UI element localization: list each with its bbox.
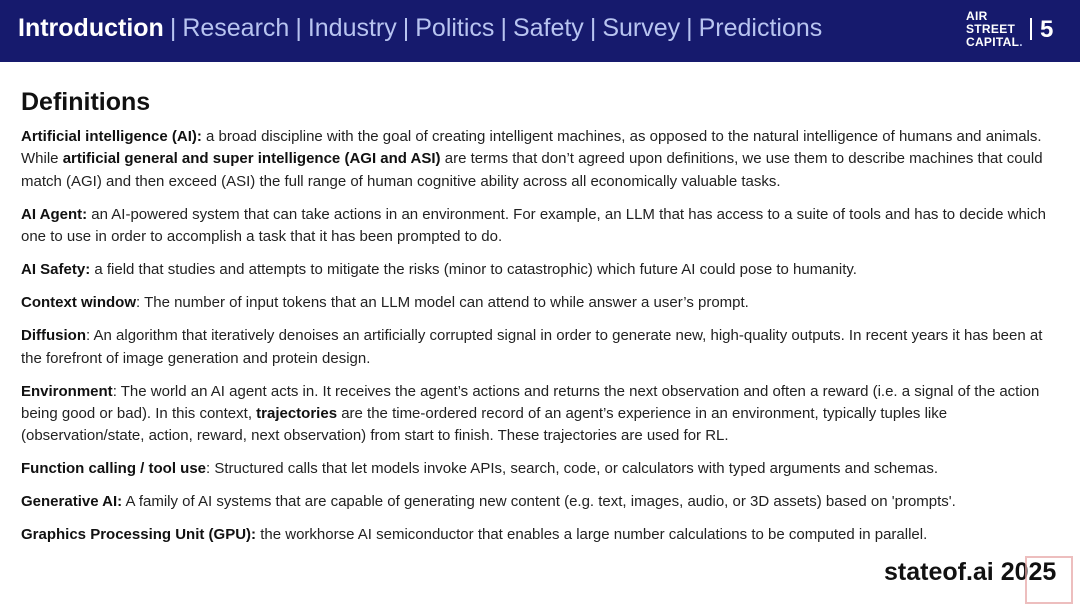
brand-logo bbox=[966, 10, 1023, 49]
nav-separator: | bbox=[589, 14, 597, 42]
brand-line: CAPITAL. bbox=[966, 35, 1023, 49]
definition-text: a broad discipline with the goal of creating intelligent machines, as opposed to the natural intelligence of humans and animals. While bbox=[21, 128, 1042, 168]
definition-text: are terms that don’t agreed upon definitions, we use them to describe machines that could match (AGI) and then exceed (ASI) the full range of human cognitive ability across all economically valuable tasks. bbox=[21, 150, 1043, 190]
definition-item bbox=[21, 381, 1061, 448]
definition-item bbox=[21, 325, 1061, 370]
page-number bbox=[1030, 16, 1053, 44]
nav-separator: | bbox=[686, 14, 693, 42]
definition-text: : The world an AI agent acts in. It receives the agent’s actions and returns the next observation and often a reward (i.e. a signal of the action being good or bad). In this context, bbox=[21, 382, 1040, 423]
nav-item-industry[interactable]: Industry bbox=[307, 14, 397, 42]
definition-item bbox=[21, 491, 1061, 513]
definition-term: Function calling / tool use bbox=[21, 460, 207, 478]
definition-text: an AI-powered system that can take actions in an environment. For example, an LLM that has access to a suite of tools and has to decide which one to use in order to accomplish a task that it has been prompted to do. bbox=[21, 205, 1046, 246]
definition-term: Graphics Processing Unit (GPU): bbox=[21, 526, 257, 544]
nav-item-politics[interactable]: Politics bbox=[415, 14, 495, 42]
brand-line: AIR bbox=[966, 9, 988, 23]
definition-text: : An algorithm that iteratively denoises an artificially corrupted signal in order to generate new, high-quality outputs. In recent years it has been at the forefront of image generation and protein design. bbox=[21, 327, 1043, 367]
definition-term: Generative AI: bbox=[21, 493, 123, 511]
nav-separator: | bbox=[500, 14, 507, 42]
brand-line: STREET bbox=[966, 22, 1016, 36]
definition-text: : Structured calls that let models invoke APIs, search, code, or calculators with typed arguments and schemas. bbox=[206, 460, 939, 478]
definition-text: a field that studies and attempts to mitigate the risks (minor to catastrophic) which future AI could pose to humanity. bbox=[90, 261, 857, 279]
nav-separator: | bbox=[169, 14, 177, 42]
nav-item-research[interactable]: Research bbox=[182, 14, 290, 42]
definition-item bbox=[21, 259, 1061, 281]
definition-item bbox=[21, 204, 1061, 249]
definitions-list bbox=[21, 126, 1061, 557]
definition-term: Artificial intelligence (AI): bbox=[21, 128, 202, 145]
nav-item-survey[interactable]: Survey bbox=[602, 14, 681, 42]
definition-item bbox=[21, 458, 1061, 480]
definition-term: AI Safety: bbox=[21, 261, 91, 279]
definition-term: artificial general and super intelligence (AGI and ASI) bbox=[62, 150, 441, 168]
top-banner bbox=[0, 0, 1080, 62]
nav-item-predictions[interactable]: Predictions bbox=[698, 14, 823, 42]
page-title: Definitions bbox=[21, 88, 151, 116]
definition-text: the workhorse AI semiconductor that enables a large number calculations to be computed in parallel. bbox=[256, 526, 928, 544]
nav-separator: | bbox=[295, 14, 302, 42]
definition-term: trajectories bbox=[256, 405, 338, 423]
definition-text: A family of AI systems that are capable of generating new content (e.g. text, images, audio, or 3D assets) based on 'prompts'. bbox=[122, 493, 956, 511]
definition-text: : The number of input tokens that an LLM model can attend to while answer a user’s prompt. bbox=[136, 294, 749, 312]
nav-separator: | bbox=[402, 14, 410, 42]
definition-item bbox=[21, 126, 1061, 193]
definition-item bbox=[21, 292, 1061, 314]
page-number-value: 5 bbox=[1040, 16, 1054, 43]
definition-text: are the time-ordered record of an agent’s experience in an environment, typically tuples like (observation/state, action, reward, next observation) from start to finish. These trajectories are used for RL. bbox=[21, 405, 948, 445]
nav-item-safety[interactable]: Safety bbox=[512, 14, 584, 42]
watermark-stamp bbox=[1025, 556, 1073, 604]
definition-term: Environment bbox=[21, 382, 113, 400]
footer-site-label: stateof.ai 2025 bbox=[884, 558, 1057, 586]
definition-term: Diffusion bbox=[21, 327, 86, 345]
page-number-divider bbox=[1030, 18, 1032, 40]
definition-item bbox=[21, 524, 1061, 546]
section-nav bbox=[18, 14, 822, 43]
definition-term: Context window bbox=[21, 294, 136, 312]
definition-term: AI Agent: bbox=[21, 205, 88, 223]
nav-item-introduction[interactable]: Introduction bbox=[18, 14, 164, 42]
